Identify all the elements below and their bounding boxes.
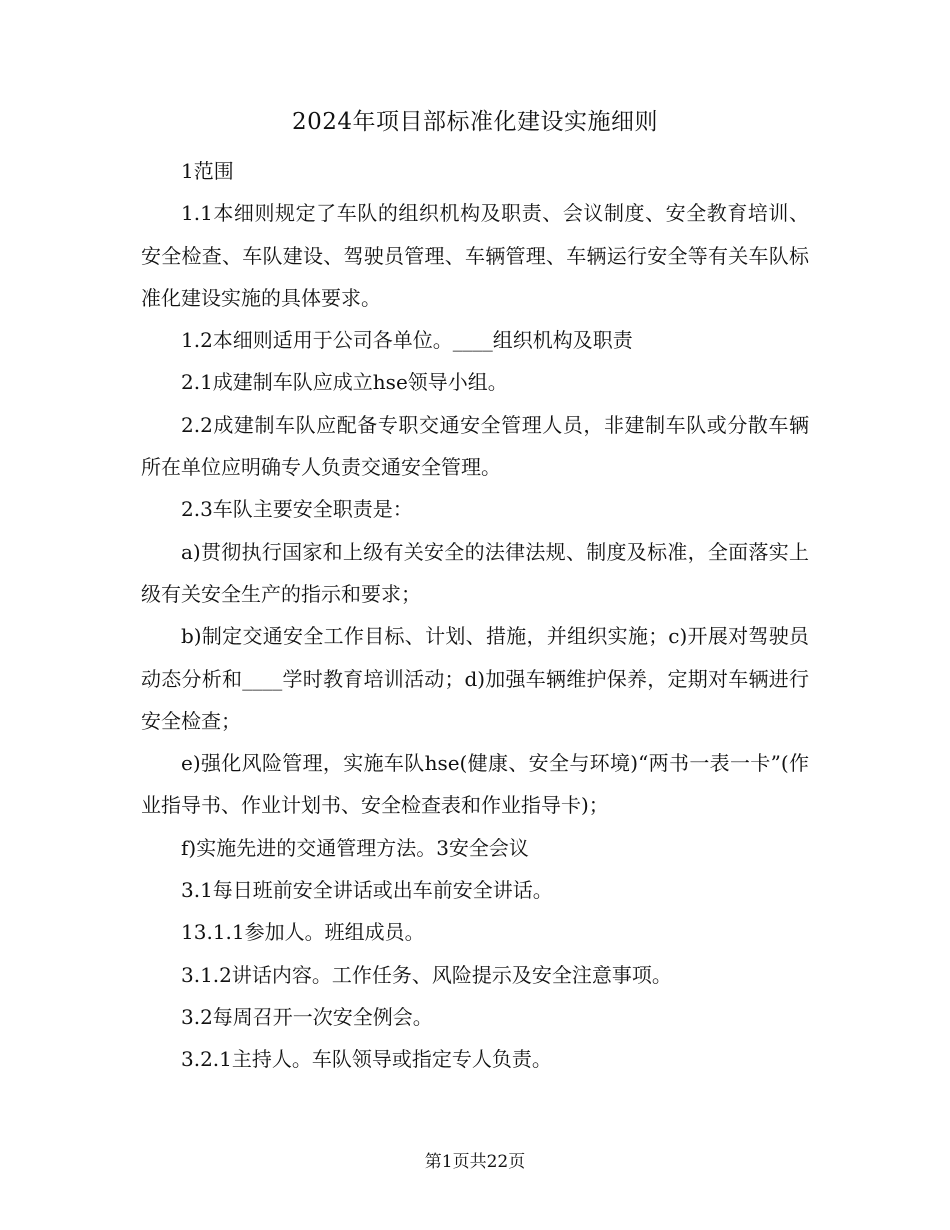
- paragraph-3-1: 3.1每日班前安全讲话或出车前安全讲话。: [181, 878, 553, 903]
- page-number-footer: 第1页共22页: [424, 1152, 526, 1172]
- paragraph-1-1: 1.1本细则规定了车队的组织机构及职责、会议制度、安全教育培训、安全检查、车队建设、驾驶员管理、车辆管理、车辆运行安全等有关车队标准化建设实施的具体要求。: [141, 201, 809, 310]
- paragraph-item-f: f)实施先进的交通管理方法。3安全会议: [181, 835, 529, 860]
- paragraph-2-3: 2.3车队主要安全职责是：: [181, 497, 413, 522]
- document-body: [141, 150, 809, 1081]
- paragraph-3-2-1: 3.2.1主持人。车队领导或指定专人负责。: [181, 1047, 552, 1072]
- paragraph-scope-heading: 1范围: [181, 159, 234, 183]
- paragraph-3-1-2: 3.1.2讲话内容。工作任务、风险提示及安全注意事项。: [181, 962, 672, 987]
- paragraph-item-e: e)强化风险管理，实施车队hse(健康、安全与环境)“两书一表一卡”(作业指导书、作业计划书、安全检查表和作业指导卡)；: [141, 751, 809, 818]
- paragraph-item-a: a)贯彻执行国家和上级有关安全的法律法规、制度及标准，全面落实上级有关安全生产的指示和要求；: [141, 539, 809, 606]
- paragraph-3-1-1: 13.1.1参加人。班组成员。: [181, 920, 425, 945]
- document-title: 2024年项目部标准化建设实施细则: [291, 109, 659, 135]
- paragraph-2-1: 2.1成建制车队应成立hse领导小组。: [181, 370, 508, 395]
- paragraph-item-b-c-d: b)制定交通安全工作目标、计划、措施，并组织实施；c)开展对驾驶员动态分析和____学时教育培训活动；d)加强车辆维护保养，定期对车辆进行安全检查；: [141, 624, 809, 733]
- paragraph-1-2: 1.2本细则适用于公司各单位。____组织机构及职责: [181, 328, 633, 353]
- paragraph-2-2: 2.2成建制车队应配备专职交通安全管理人员，非建制车队或分散车辆所在单位应明确专人负责交通安全管理。: [141, 412, 809, 480]
- paragraph-3-2: 3.2每周召开一次安全例会。: [181, 1004, 433, 1029]
